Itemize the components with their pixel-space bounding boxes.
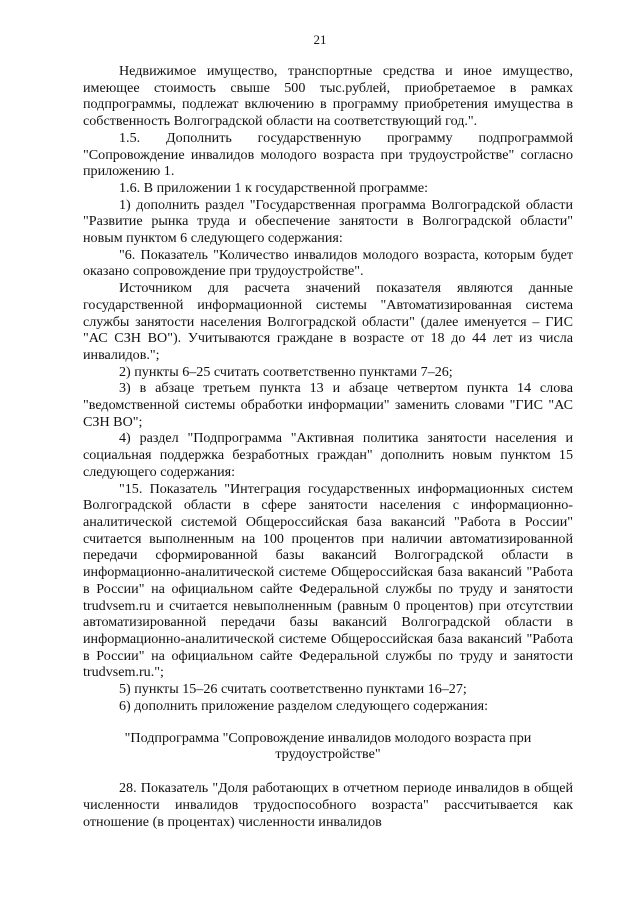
paragraph-1-5: 1.5. Дополнить государственную программу подпрограммой "Сопровождение инвалидов молодого возраста при трудоустройстве" согласно приложению 1.	[83, 129, 573, 180]
paragraph-item-4: 4) раздел "Подпрограмма "Активная политика занятости населения и социальная поддержка безработных граждан" дополнить новым пунктом 15 следующего содержания:	[83, 430, 573, 480]
document-body	[83, 63, 573, 831]
paragraph-source: Источником для расчета значений показателя являются данные государственной информационной системы "Автоматизированная система службы занятости населения Волгоградской области" (далее именуется – ГИС "АС СЗН ВО"). Учитываются граждане в возрасте от 18 до 44 лет из числа инвалидов.";	[83, 280, 573, 363]
page-number: 21	[313, 32, 327, 47]
paragraph-item-2: 2) пункты 6–25 считать соответственно пунктами 7–26;	[119, 363, 453, 380]
paragraph-indicator-6: "6. Показатель "Количество инвалидов молодого возраста, которым будет оказано сопровождение при трудоустройстве".	[83, 246, 573, 280]
paragraph-1-6: 1.6. В приложении 1 к государственной программе:	[119, 179, 429, 196]
subprogram-title: "Подпрограмма "Сопровождение инвалидов молодого возраста при трудоустройстве"	[124, 730, 532, 762]
paragraph-item-6: 6) дополнить приложение разделом следующего содержания:	[119, 697, 488, 714]
paragraph-property: Недвижимое имущество, транспортные средства и иное имущество, имеющее стоимость свыше 500 тыс.рублей, приобретаемое в рамках подпрограммы, подлежат включению в программу приобретения имущества в собственность Волгоградской области на соответствующий год.".	[83, 63, 573, 130]
paragraph-item-3: 3) в абзаце третьем пункта 13 и абзаце четвертом пункта 14 слова "ведомственной системы обработки информации" заменить словами "ГИС "АС СЗН ВО";	[83, 380, 573, 430]
paragraph-indicator-28: 28. Показатель "Доля работающих в отчетном периоде инвалидов в общей численности инвалидов трудоспособного возраста" рассчитывается как отношение (в процентах) численности инвалидов	[83, 780, 573, 830]
paragraph-item-1: 1) дополнить раздел "Государственная программа Волгоградской области "Развитие рынка труда и обеспечение занятости в Волгоградской области" новым пунктом 6 следующего содержания:	[83, 196, 573, 247]
paragraph-indicator-15: "15. Показатель "Интеграция государственных информационных систем Волгоградской области в сфере занятости населения с информационно-аналитической системой Общероссийская база вакансий "Работа в России" считается выполненным на 100 процентов при наличии автоматизированной передачи сформированной базы вакансий Волгоградской области в информационно-аналитической системе Общероссийская база вакансий "Работа в России" на официальном сайте Федеральной службы по труду и занятости trudvsem.ru и считается невыполненным (равным 0 процентов) при отсутствии автоматизированной передачи базы вакансий Волгоградской области в информационно-аналитической системе Общероссийская база вакансий "Работа в России" на официальном сайте Федеральной службы по труду и занятости trudvsem.ru.";	[83, 480, 573, 681]
paragraph-item-5: 5) пункты 15–26 считать соответственно пунктами 16–27;	[119, 681, 467, 698]
